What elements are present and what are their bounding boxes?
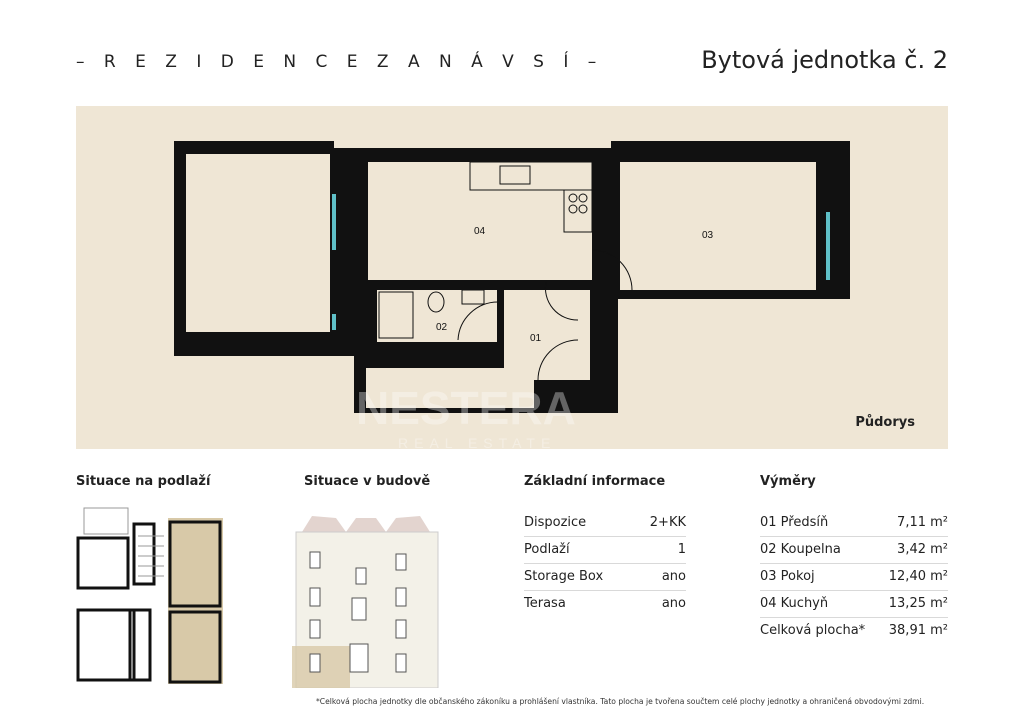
room-04-floor (368, 162, 592, 280)
area-value: 7,11 m² (897, 515, 948, 530)
area-row (760, 591, 948, 618)
area-row (760, 537, 948, 564)
unit-highlight (168, 518, 223, 684)
basic-info-table (524, 510, 686, 617)
area-label: Celková plocha* (760, 623, 866, 638)
watermark: NESTERA (356, 382, 576, 434)
section-building-situation-title: Situace v budově (304, 474, 431, 489)
areas-table (760, 510, 948, 644)
area-value: 3,42 m² (897, 542, 948, 557)
room-label-04: 04 (474, 226, 486, 237)
room-label-03: 03 (702, 230, 714, 241)
area-value: 12,40 m² (888, 569, 948, 584)
room-01-floor (504, 290, 590, 380)
floorplan-label: Půdorys (855, 415, 915, 430)
area-row (760, 564, 948, 591)
info-row (524, 564, 686, 591)
section-basic-info-title: Základní informace (524, 474, 666, 489)
area-label: 03 Pokoj (760, 569, 815, 584)
info-value: ano (661, 569, 686, 584)
info-value: ano (661, 596, 686, 611)
room-left-floor (186, 154, 330, 332)
info-row (524, 591, 686, 617)
footnote: *Celková plocha jednotky dle občanského zákoníku a prohlášení vlastníka. Tato plocha je tvořena součtem celé plochy jednotky a ohraničená obvodovými zdmi. (316, 697, 925, 706)
area-value: 13,25 m² (888, 596, 948, 611)
building-elevation (292, 512, 442, 688)
info-row (524, 537, 686, 564)
section-floor-situation-title: Situace na podlaží (76, 474, 211, 489)
room-03-floor (620, 162, 816, 290)
floorplan (76, 106, 948, 449)
room-02-floor (377, 290, 497, 342)
unit-highlight (292, 646, 350, 688)
room-label-02: 02 (436, 322, 448, 333)
brand-title: – R E Z I D E N C E Z A N Á V S Í – (76, 52, 604, 72)
info-value: 2+KK (649, 515, 686, 530)
area-row-total (760, 618, 948, 644)
section-areas-title: Výměry (760, 474, 816, 489)
area-label: 01 Předsíň (760, 515, 829, 530)
area-row (760, 510, 948, 537)
info-label: Podlaží (524, 542, 570, 557)
watermark-sub: REAL ESTATE (398, 435, 557, 449)
info-label: Storage Box (524, 569, 604, 584)
area-label: 02 Koupelna (760, 542, 841, 557)
info-row (524, 510, 686, 537)
area-label: 04 Kuchyň (760, 596, 829, 611)
floor-situation-plan (76, 506, 226, 686)
info-value: 1 (677, 542, 686, 557)
area-value: 38,91 m² (888, 623, 948, 638)
info-label: Terasa (524, 596, 566, 611)
unit-title: Bytová jednotka č. 2 (701, 46, 948, 74)
room-label-01: 01 (530, 333, 542, 344)
info-label: Dispozice (524, 515, 587, 530)
